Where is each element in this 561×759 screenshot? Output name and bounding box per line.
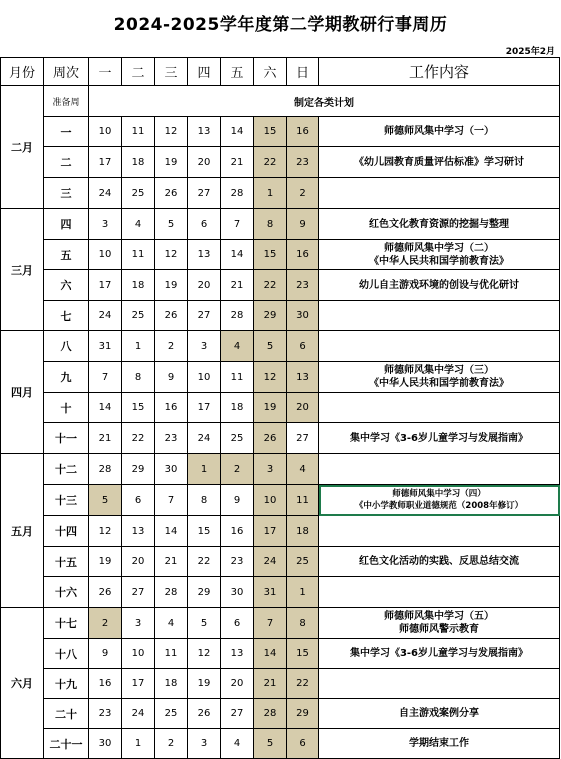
day-cell[interactable]: 4 [122, 209, 155, 240]
week-cell[interactable]: 十九 [44, 669, 89, 699]
day-cell[interactable]: 18 [155, 669, 188, 699]
header-month[interactable]: 月份 [1, 58, 44, 86]
day-cell[interactable]: 16 [89, 669, 122, 699]
day-cell[interactable]: 1 [287, 577, 319, 608]
week-row [1, 209, 560, 240]
content-line: 《中华人民共和国学前教育法》 [369, 378, 509, 389]
day-cell[interactable]: 5 [254, 729, 287, 759]
day-cell[interactable]: 2 [287, 178, 319, 209]
day-cell[interactable]: 21 [89, 423, 122, 454]
day-cell[interactable]: 27 [287, 423, 319, 454]
day-cell[interactable]: 24 [122, 699, 155, 729]
day-cell[interactable]: 7 [254, 608, 287, 639]
day-cell[interactable]: 28 [221, 301, 254, 331]
content-cell[interactable] [319, 423, 560, 454]
week-row [1, 454, 560, 485]
week-row [1, 577, 560, 608]
month-cell[interactable]: 三月 [1, 209, 44, 331]
day-cell[interactable]: 21 [221, 270, 254, 301]
day-cell[interactable]: 3 [254, 454, 287, 485]
day-cell[interactable]: 15 [188, 516, 221, 547]
day-cell[interactable]: 6 [287, 729, 319, 759]
content-line: 《中小学教师职业道德规范（2008年修订） [354, 501, 524, 511]
header-day-wed[interactable]: 三 [155, 58, 188, 86]
week-row [1, 547, 560, 577]
week-row [1, 393, 560, 423]
day-cell[interactable]: 16 [155, 393, 188, 423]
day-cell[interactable]: 21 [254, 669, 287, 699]
day-cell[interactable]: 24 [254, 547, 287, 577]
week-cell[interactable]: 八 [44, 331, 89, 362]
day-cell[interactable]: 25 [287, 547, 319, 577]
content-cell[interactable] [319, 240, 560, 270]
day-cell[interactable]: 16 [287, 240, 319, 270]
day-cell[interactable]: 5 [89, 485, 122, 516]
content-cell[interactable] [319, 729, 560, 759]
day-cell[interactable]: 1 [254, 178, 287, 209]
week-row [1, 240, 560, 270]
content-line: 集中学习《3-6岁儿童学习与发展指南》 [349, 432, 529, 444]
day-cell[interactable]: 19 [188, 669, 221, 699]
day-cell[interactable]: 31 [254, 577, 287, 608]
content-cell-selected[interactable] [319, 485, 560, 516]
week-cell[interactable]: 十二 [44, 454, 89, 485]
content-line: 《中华人民共和国学前教育法》 [369, 255, 509, 267]
day-cell[interactable]: 12 [254, 362, 287, 393]
day-cell[interactable]: 25 [155, 699, 188, 729]
content-line: 自主游戏案例分享 [399, 708, 479, 719]
day-cell[interactable]: 1 [122, 331, 155, 362]
day-cell[interactable]: 10 [188, 362, 221, 393]
calendar-table [0, 57, 560, 759]
day-cell[interactable]: 9 [89, 639, 122, 669]
week-row [1, 301, 560, 331]
day-cell[interactable]: 15 [254, 117, 287, 147]
day-cell[interactable]: 23 [89, 699, 122, 729]
day-cell[interactable]: 19 [155, 147, 188, 178]
content-line: 师德师风集中学习（二） [384, 242, 494, 254]
day-cell[interactable]: 29 [122, 454, 155, 485]
day-cell[interactable]: 5 [155, 209, 188, 240]
day-cell[interactable]: 11 [221, 362, 254, 393]
day-cell[interactable]: 25 [122, 178, 155, 209]
content-cell[interactable] [319, 393, 560, 423]
content-cell[interactable] [319, 362, 560, 393]
day-cell[interactable]: 29 [188, 577, 221, 608]
week-cell[interactable]: 二十一 [44, 729, 89, 759]
day-cell[interactable]: 30 [287, 301, 319, 331]
day-cell[interactable]: 23 [155, 423, 188, 454]
day-cell[interactable]: 27 [188, 301, 221, 331]
content-cell[interactable] [319, 117, 560, 147]
day-cell[interactable]: 28 [155, 577, 188, 608]
content-line: 红色文化活动的实践、反思总结交流 [359, 556, 519, 567]
day-cell[interactable]: 11 [155, 639, 188, 669]
week-cell[interactable]: 十一 [44, 423, 89, 454]
day-cell[interactable]: 28 [89, 454, 122, 485]
day-cell[interactable]: 6 [188, 209, 221, 240]
day-cell[interactable]: 8 [122, 362, 155, 393]
date-note: 2025年2月 [505, 47, 555, 57]
week-row [1, 117, 560, 147]
day-cell[interactable]: 27 [221, 699, 254, 729]
day-cell[interactable]: 15 [122, 393, 155, 423]
day-cell[interactable]: 13 [188, 240, 221, 270]
day-cell[interactable]: 3 [89, 209, 122, 240]
day-cell[interactable]: 20 [221, 669, 254, 699]
week-cell[interactable]: 十三 [44, 485, 89, 516]
day-cell[interactable]: 29 [254, 301, 287, 331]
day-cell[interactable]: 28 [254, 699, 287, 729]
day-cell[interactable]: 5 [254, 331, 287, 362]
week-row [1, 147, 560, 178]
page-title: 2024-2025学年度第二学期教研行事周历 [113, 15, 448, 35]
week-cell[interactable]: 十五 [44, 547, 89, 577]
day-cell[interactable]: 7 [89, 362, 122, 393]
day-cell[interactable]: 2 [89, 608, 122, 639]
day-cell[interactable]: 21 [221, 147, 254, 178]
week-row [1, 178, 560, 209]
day-cell[interactable]: 26 [155, 178, 188, 209]
day-cell[interactable]: 9 [287, 209, 319, 240]
day-cell[interactable]: 26 [89, 577, 122, 608]
day-cell[interactable]: 14 [254, 639, 287, 669]
day-cell[interactable]: 2 [155, 331, 188, 362]
day-cell[interactable]: 6 [122, 485, 155, 516]
week-row [1, 639, 560, 669]
header-day-fri[interactable]: 五 [221, 58, 254, 86]
header-day-sun[interactable]: 日 [287, 58, 319, 86]
day-cell[interactable]: 23 [287, 270, 319, 301]
day-cell[interactable]: 23 [287, 147, 319, 178]
content-line: 师德师风集中学习（一） [384, 126, 494, 137]
day-cell[interactable]: 4 [155, 608, 188, 639]
day-cell[interactable]: 25 [122, 301, 155, 331]
week-cell[interactable]: 二 [44, 147, 89, 178]
week-cell[interactable]: 十八 [44, 639, 89, 669]
week-cell[interactable]: 十 [44, 393, 89, 423]
week-row [1, 270, 560, 301]
day-cell[interactable]: 14 [155, 516, 188, 547]
week-cell[interactable]: 九 [44, 362, 89, 393]
content-cell[interactable] [319, 639, 560, 669]
day-cell[interactable]: 19 [89, 547, 122, 577]
header-week[interactable]: 周次 [44, 58, 89, 86]
day-cell[interactable]: 4 [221, 729, 254, 759]
day-cell[interactable]: 18 [287, 516, 319, 547]
day-cell[interactable]: 9 [221, 485, 254, 516]
content-line: 师德师风集中学习（四） [392, 489, 486, 499]
day-cell[interactable]: 26 [188, 699, 221, 729]
day-cell[interactable]: 10 [254, 485, 287, 516]
day-cell[interactable]: 3 [122, 608, 155, 639]
content-cell[interactable] [319, 577, 560, 608]
day-cell[interactable]: 14 [221, 240, 254, 270]
header-content[interactable]: 工作内容 [319, 58, 560, 86]
content-cell[interactable] [319, 547, 560, 577]
day-cell[interactable]: 6 [287, 331, 319, 362]
day-cell[interactable]: 5 [188, 608, 221, 639]
content-cell[interactable] [319, 516, 560, 547]
day-cell[interactable]: 20 [287, 393, 319, 423]
header-day-tue[interactable]: 二 [122, 58, 155, 86]
day-cell[interactable]: 11 [287, 485, 319, 516]
day-cell[interactable]: 13 [221, 639, 254, 669]
day-cell[interactable]: 15 [287, 639, 319, 669]
header-day-sat[interactable]: 六 [254, 58, 287, 86]
week-cell[interactable]: 十四 [44, 516, 89, 547]
day-cell[interactable]: 12 [155, 240, 188, 270]
day-cell[interactable]: 31 [89, 331, 122, 362]
day-cell[interactable]: 18 [122, 270, 155, 301]
day-cell[interactable]: 22 [122, 423, 155, 454]
day-cell[interactable]: 17 [89, 270, 122, 301]
day-cell[interactable]: 11 [122, 117, 155, 147]
day-cell[interactable]: 10 [89, 117, 122, 147]
content-line: 师德师风集中学习（五） [384, 611, 494, 622]
content-cell[interactable] [319, 699, 560, 729]
week-cell[interactable]: 准备周 [44, 86, 89, 117]
day-cell[interactable]: 7 [221, 209, 254, 240]
month-cell[interactable]: 六月 [1, 608, 44, 759]
plan-cell[interactable]: 制定各类计划 [89, 86, 560, 117]
week-row [1, 362, 560, 393]
content-line: 师德师风集中学习（三） [384, 365, 494, 376]
day-cell[interactable]: 22 [254, 147, 287, 178]
day-cell[interactable]: 16 [221, 516, 254, 547]
day-cell[interactable]: 12 [188, 639, 221, 669]
content-cell[interactable] [319, 331, 560, 362]
content-cell[interactable] [319, 301, 560, 331]
day-cell[interactable]: 17 [254, 516, 287, 547]
content-line: 集中学习《3-6岁儿童学习与发展指南》 [349, 648, 529, 659]
header-day-mon[interactable]: 一 [89, 58, 122, 86]
day-cell[interactable]: 11 [122, 240, 155, 270]
day-cell[interactable]: 3 [188, 331, 221, 362]
day-cell[interactable]: 20 [122, 547, 155, 577]
content-cell[interactable] [319, 270, 560, 301]
week-row [1, 423, 560, 454]
day-cell[interactable]: 29 [287, 699, 319, 729]
day-cell[interactable]: 4 [221, 331, 254, 362]
month-cell[interactable]: 四月 [1, 331, 44, 454]
day-cell[interactable]: 14 [89, 393, 122, 423]
content-cell[interactable] [319, 147, 560, 178]
day-cell[interactable]: 18 [221, 393, 254, 423]
day-cell[interactable]: 24 [89, 178, 122, 209]
week-cell[interactable]: 四 [44, 209, 89, 240]
day-cell[interactable]: 9 [155, 362, 188, 393]
week-cell[interactable]: 五 [44, 240, 89, 270]
week-cell[interactable]: 二十 [44, 699, 89, 729]
day-cell[interactable]: 17 [122, 669, 155, 699]
day-cell[interactable]: 27 [122, 577, 155, 608]
day-cell[interactable]: 20 [188, 147, 221, 178]
day-cell[interactable]: 22 [188, 547, 221, 577]
day-cell[interactable]: 30 [89, 729, 122, 759]
day-cell[interactable]: 24 [188, 423, 221, 454]
day-cell[interactable]: 1 [122, 729, 155, 759]
day-cell[interactable]: 13 [287, 362, 319, 393]
day-cell[interactable]: 17 [89, 147, 122, 178]
content-cell[interactable] [319, 454, 560, 485]
week-row [1, 608, 560, 639]
day-cell[interactable]: 4 [287, 454, 319, 485]
content-cell[interactable] [319, 608, 560, 639]
prep-row [1, 86, 560, 117]
content-cell[interactable] [319, 669, 560, 699]
content-line: 师德师风警示教育 [399, 624, 479, 635]
day-cell[interactable]: 1 [188, 454, 221, 485]
day-cell[interactable]: 25 [221, 423, 254, 454]
day-cell[interactable]: 28 [221, 178, 254, 209]
month-cell[interactable]: 五月 [1, 454, 44, 608]
day-cell[interactable]: 20 [188, 270, 221, 301]
day-cell[interactable]: 26 [254, 423, 287, 454]
week-row [1, 516, 560, 547]
day-cell[interactable]: 8 [287, 608, 319, 639]
day-cell[interactable]: 22 [254, 270, 287, 301]
content-cell[interactable] [319, 209, 560, 240]
day-cell[interactable]: 7 [155, 485, 188, 516]
header-day-thu[interactable]: 四 [188, 58, 221, 86]
day-cell[interactable]: 12 [155, 117, 188, 147]
day-cell[interactable]: 14 [221, 117, 254, 147]
week-cell[interactable]: 十六 [44, 577, 89, 608]
content-cell[interactable] [319, 178, 560, 209]
day-cell[interactable]: 22 [287, 669, 319, 699]
month-cell[interactable]: 二月 [1, 86, 44, 209]
day-cell[interactable]: 2 [221, 454, 254, 485]
week-row [1, 729, 560, 759]
day-cell[interactable]: 23 [221, 547, 254, 577]
day-cell[interactable]: 13 [122, 516, 155, 547]
day-cell[interactable]: 24 [89, 301, 122, 331]
day-cell[interactable]: 13 [188, 117, 221, 147]
week-cell[interactable]: 六 [44, 270, 89, 301]
day-cell[interactable]: 12 [89, 516, 122, 547]
day-cell[interactable]: 8 [254, 209, 287, 240]
day-cell[interactable]: 21 [155, 547, 188, 577]
week-cell[interactable]: 七 [44, 301, 89, 331]
week-cell[interactable]: 三 [44, 178, 89, 209]
week-row [1, 485, 560, 516]
day-cell[interactable]: 15 [254, 240, 287, 270]
day-cell[interactable]: 19 [155, 270, 188, 301]
day-cell[interactable]: 18 [122, 147, 155, 178]
day-cell[interactable]: 6 [221, 608, 254, 639]
day-cell[interactable]: 10 [122, 639, 155, 669]
day-cell[interactable]: 30 [221, 577, 254, 608]
content-line: 学期结束工作 [409, 738, 469, 749]
day-cell[interactable]: 3 [188, 729, 221, 759]
week-row [1, 699, 560, 729]
content-line: 红色文化教育资源的挖掘与整理 [369, 218, 509, 230]
day-cell[interactable]: 27 [188, 178, 221, 209]
day-cell[interactable]: 10 [89, 240, 122, 270]
header-row [1, 58, 560, 86]
week-cell[interactable]: 一 [44, 117, 89, 147]
day-cell[interactable]: 2 [155, 729, 188, 759]
day-cell[interactable]: 8 [188, 485, 221, 516]
day-cell[interactable]: 17 [188, 393, 221, 423]
day-cell[interactable]: 26 [155, 301, 188, 331]
content-line: 幼儿自主游戏环境的创设与优化研讨 [359, 279, 519, 291]
day-cell[interactable]: 30 [155, 454, 188, 485]
week-cell[interactable]: 十七 [44, 608, 89, 639]
day-cell[interactable]: 19 [254, 393, 287, 423]
week-row [1, 669, 560, 699]
week-row [1, 331, 560, 362]
day-cell[interactable]: 16 [287, 117, 319, 147]
content-line: 《幼儿园教育质量评估标准》学习研讨 [354, 156, 524, 168]
